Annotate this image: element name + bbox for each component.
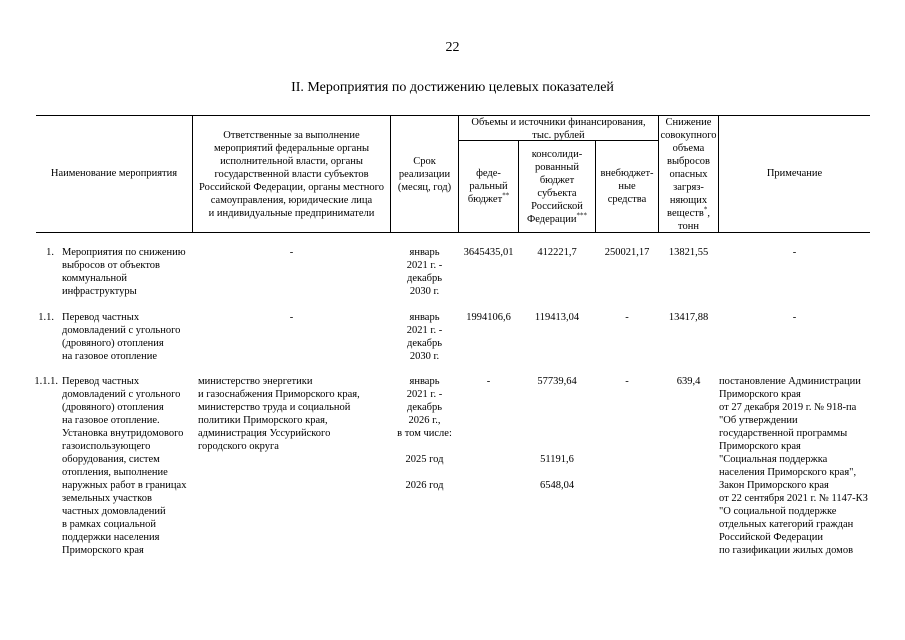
row-extrabudget: - xyxy=(625,312,629,323)
row-federal: 3645435,01 xyxy=(463,247,514,258)
row-extrabudget: - xyxy=(625,376,629,387)
row-responsible: - xyxy=(289,247,294,258)
header-name: Наименование мероприятия xyxy=(50,168,178,179)
row-responsible: министерство энергетики и газоснабжения Приморского края, министерство труда и социальной политики Приморского края, администрация Уссурийского городского округа xyxy=(198,376,360,452)
row-name: Перевод частных домовладений с угольного (дровяного) отопления на газовое отопление xyxy=(62,312,181,362)
sub-row-term: 2025 год xyxy=(405,454,444,465)
header-consolidated-mark: *** xyxy=(576,211,588,220)
header-extrabudget: внебюджет- ные средства xyxy=(600,168,654,205)
header-reduction-mark: * xyxy=(703,205,708,214)
row-name: Перевод частных домовладений с угольного (дровяного) отопления на газовое отопление. Установка внутридомового газоиспользующего оборудования, систем отопления, выполнение наружных работ в границах земельных участков частных домовладений в рамках социальной поддержки населения Приморского края xyxy=(62,376,187,556)
row-note: - xyxy=(792,312,797,323)
row-number: 1.1.1. xyxy=(34,376,58,387)
row-term: январь 2021 г. - декабрь 2026 г., в том числе: xyxy=(397,376,452,439)
sub-row-consolidated: 6548,04 xyxy=(539,480,575,491)
row-term: январь 2021 г. - декабрь 2030 г. xyxy=(406,247,443,297)
row-federal: - xyxy=(486,376,491,387)
header-consolidated xyxy=(519,148,595,226)
header-note: Примечание xyxy=(766,168,823,179)
row-consolidated: 412221,7 xyxy=(537,247,577,258)
row-reduction: 639,4 xyxy=(676,376,701,387)
table-header-bottom-rule xyxy=(36,232,870,233)
row-number: 1.1. xyxy=(38,312,54,323)
header-consolidated-label: консолиди- рованный бюджет субъекта Российской Федерации xyxy=(526,149,583,225)
row-reduction: 13417,88 xyxy=(668,312,709,323)
header-reduction xyxy=(659,116,718,233)
header-federal-mark: ** xyxy=(502,191,510,200)
page-number: 22 xyxy=(445,40,460,55)
header-financing: Объемы и источники финансирования, тыс. рублей xyxy=(471,117,646,141)
row-extrabudget: 250021,17 xyxy=(604,247,650,258)
header-reduction-unit: , тонн xyxy=(678,208,710,232)
row-number: 1. xyxy=(46,247,54,258)
header-federal-label: феде- ральный бюджет xyxy=(467,168,508,205)
row-consolidated: 119413,04 xyxy=(534,312,580,323)
row-federal: 1994106,6 xyxy=(466,312,511,323)
row-reduction: 13821,55 xyxy=(668,247,709,258)
row-consolidated: 57739,64 xyxy=(537,376,577,387)
row-name: Мероприятия по снижению выбросов от объектов коммунальной инфраструктуры xyxy=(62,247,186,297)
row-term: январь 2021 г. - декабрь 2030 г. xyxy=(406,312,443,362)
row-note: - xyxy=(792,247,797,258)
section-title: II. Мероприятия по достижению целевых показателей xyxy=(291,80,614,95)
sub-row-term: 2026 год xyxy=(405,480,444,491)
sub-row-consolidated: 51191,6 xyxy=(540,454,574,465)
row-responsible: - xyxy=(289,312,294,323)
table-top-rule xyxy=(36,115,870,116)
header-responsible: Ответственные за выполнение мероприятий федеральные органы исполнительной власти, органы государственной власти субъектов Российской Федерации, органы местного самоуправления, юридические лица и индивидуальные предприниматели xyxy=(199,130,384,219)
header-term: Срок реализации (месяц, год) xyxy=(397,156,452,193)
row-note: постановление Администрации Приморского края от 27 декабря 2019 г. № 918-па "Об утверждении государственной программы Приморского края "Социальная поддержка населения Приморского края", Закон Приморского края от 22 сентября 2021 г. № 1147-КЗ "О социальной поддержке отдельных категорий граждан Российской Федерации по газификации жилых домов xyxy=(719,376,868,556)
header-federal xyxy=(459,167,518,206)
header-reduction-label: Снижение совокупного объема выбросов опасных загряз- няющих веществ xyxy=(660,117,717,219)
